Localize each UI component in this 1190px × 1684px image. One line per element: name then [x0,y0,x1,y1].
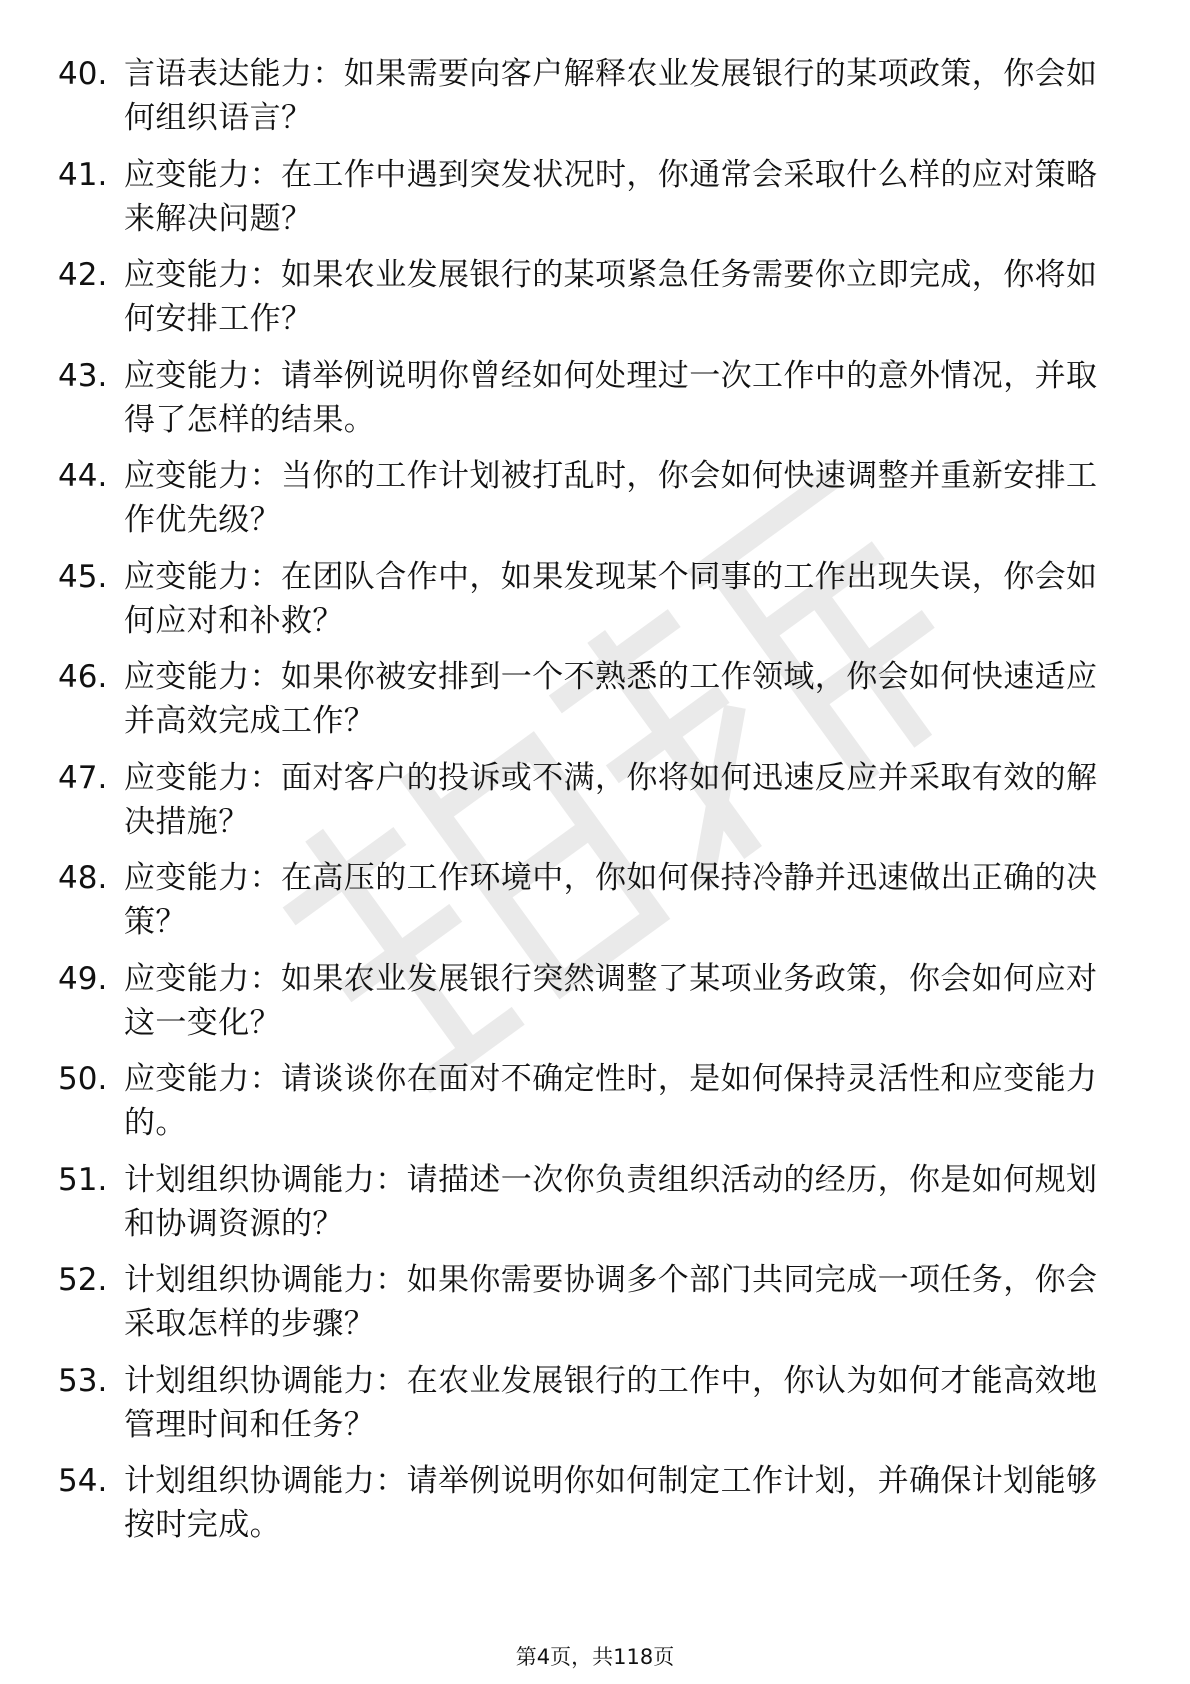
question-item-48 [58,856,1118,957]
question-number: 47. [58,759,108,796]
question-number: 54. [58,1463,108,1499]
question-item-54 [58,1459,1118,1560]
question-number: 52. [58,1262,108,1298]
question-item-47 [58,756,1118,857]
question-text: 应变能力：面对客户的投诉或不满，你将如何迅速反应并采取有效的解决措施？ [124,759,1098,840]
question-text: 应变能力：在高压的工作环境中，你如何保持冷静并迅速做出正确的决策？ [124,860,1098,940]
question-item-40 [58,52,1118,153]
question-item-41 [58,153,1118,254]
question-number: 40. [58,56,108,92]
question-text: 应变能力：在团队合作中，如果发现某个同事的工作出现失误，你会如何应对和补救？ [124,558,1098,639]
question-item-53 [58,1359,1118,1460]
question-text: 应变能力：当你的工作计划被打乱时，你会如何快速调整并重新安排工作优先级？ [124,458,1098,538]
question-text: 计划组织协调能力：在农业发展银行的工作中，你认为如何才能高效地管理时间和任务？ [124,1362,1098,1443]
question-number: 44. [58,458,108,494]
question-item-46 [58,655,1118,756]
question-text: 言语表达能力：如果需要向客户解释农业发展银行的某项政策，你会如何组织语言？ [124,56,1098,136]
question-number: 41. [58,156,108,193]
question-item-44 [58,454,1118,555]
question-text: 应变能力：如果你被安排到一个不熟悉的工作领域，你会如何快速适应并高效完成工作？ [124,659,1098,739]
question-item-52 [58,1258,1118,1359]
question-list [58,52,1118,1560]
question-item-45 [58,555,1118,656]
question-text: 应变能力：请谈谈你在面对不确定性时，是如何保持灵活性和应变能力的。 [124,1061,1098,1141]
question-item-50 [58,1057,1118,1158]
question-text: 计划组织协调能力：如果你需要协调多个部门共同完成一项任务，你会采取怎样的步骤？ [124,1262,1098,1342]
page-number-footer: 第4页，共118页 [515,1645,675,1669]
question-number: 42. [58,257,108,293]
question-number: 48. [58,860,108,896]
question-number: 49. [58,960,108,997]
question-text: 应变能力：如果农业发展银行的某项紧急任务需要你立即完成，你将如何安排工作？ [124,257,1098,337]
question-item-42 [58,253,1118,354]
question-number: 51. [58,1161,108,1198]
question-text: 应变能力：如果农业发展银行突然调整了某项业务政策，你会如何应对这一变化？ [124,960,1098,1041]
question-item-43 [58,354,1118,455]
question-text: 计划组织协调能力：请举例说明你如何制定工作计划，并确保计划能够按时完成。 [124,1463,1098,1543]
question-number: 53. [58,1362,108,1399]
question-text: 计划组织协调能力：请描述一次你负责组织活动的经历，你是如何规划和协调资源的？ [124,1161,1098,1242]
question-number: 45. [58,558,108,595]
question-text: 应变能力：在工作中遇到突发状况时，你通常会采取什么样的应对策略来解决问题？ [124,156,1098,237]
question-number: 46. [58,659,108,695]
question-number: 50. [58,1061,108,1097]
question-item-49 [58,957,1118,1058]
question-number: 43. [58,357,108,394]
question-text: 应变能力：请举例说明你曾经如何处理过一次工作中的意外情况，并取得了怎样的结果。 [124,357,1098,438]
question-item-51 [58,1158,1118,1259]
